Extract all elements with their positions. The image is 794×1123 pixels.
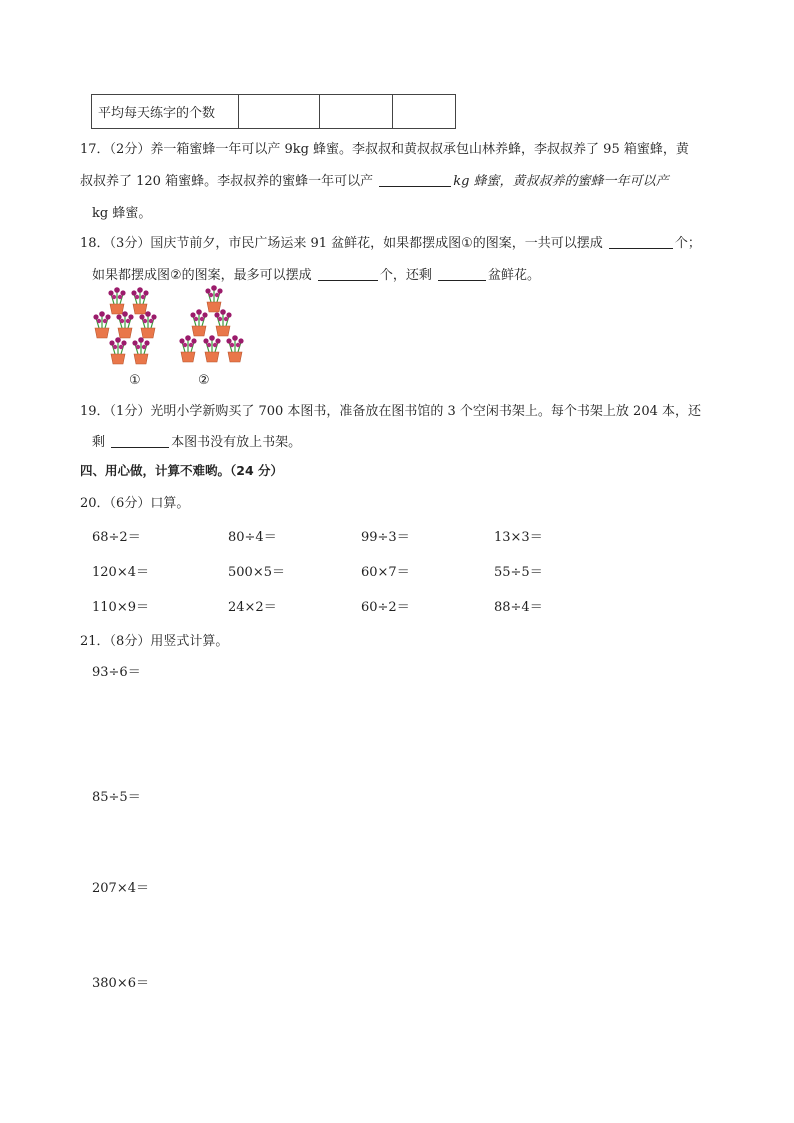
q18-text-c: 个； <box>674 236 701 251</box>
table-row <box>92 95 456 129</box>
q17-line2 <box>80 170 669 189</box>
q18-text-d: 如果都摆成图 <box>92 268 171 283</box>
vertical-calc-item: 207×4＝ <box>92 881 149 896</box>
q18-text-b: 的图案，一共可以摆成 <box>472 236 607 251</box>
q19-text-a: 剩 <box>92 435 110 450</box>
vertical-calc-item: 85÷5＝ <box>92 790 141 805</box>
q17-text-a: 叔叔养了 120 箱蜜蜂。李叔叔养的蜜蜂一年可以产 <box>80 174 378 189</box>
answer-blank[interactable] <box>318 266 378 281</box>
calc-item: 24×2＝ <box>228 600 277 615</box>
table-cell <box>393 95 456 129</box>
q18-text-a: 18．（3分）国庆节前夕，市民广场运来 91 盆鲜花，如果都摆成图 <box>80 236 462 251</box>
calc-item: 13×3＝ <box>494 530 543 545</box>
section-heading: 四、用心做，计算不难哟。（24 分） <box>80 463 283 478</box>
q18-line1 <box>80 232 701 251</box>
q17-line3: kg 蜂蜜。 <box>92 206 152 221</box>
circled-two: ② <box>170 268 182 283</box>
answer-blank[interactable] <box>609 234 673 249</box>
calc-item: 60÷2＝ <box>361 600 410 615</box>
q20-title: 20．（6分）口算。 <box>80 496 190 511</box>
table-row-label: 平均每天练字的个数 <box>92 95 239 129</box>
calc-item: 110×9＝ <box>92 600 149 615</box>
table-cell <box>320 95 393 129</box>
figure-one-pots <box>93 287 156 364</box>
calc-item: 500×5＝ <box>228 565 285 580</box>
calc-item: 80÷4＝ <box>228 530 277 545</box>
answer-blank[interactable] <box>438 266 486 281</box>
calc-item: 88÷4＝ <box>494 600 543 615</box>
q19-line2 <box>92 431 301 450</box>
calc-item: 120×4＝ <box>92 565 149 580</box>
q18-text-g: 盆鲜花。 <box>487 268 540 283</box>
q18-line2 <box>92 264 540 283</box>
q19-text-b: 本图书没有放上书架。 <box>171 435 302 450</box>
q17-line1: 17．（2分）养一箱蜜蜂一年可以产 9kg 蜂蜜。李叔叔和黄叔叔承包山林养蜂，李叔叔养了 95 箱蜜蜂，黄 <box>80 142 689 157</box>
q18-text-e: 的图案，最多可以摆成 <box>181 268 316 283</box>
figure-two-pots <box>179 285 243 362</box>
q18-text-f: 个，还剩 <box>379 268 436 283</box>
calc-item: 60×7＝ <box>361 565 410 580</box>
q19-line1: 19．（1分）光明小学新购买了 700 本图书，准备放在图书馆的 3 个空闲书架上。每个书架上放 204 本，还 <box>80 404 702 419</box>
q17-text-b: kg 蜂蜜，黄叔叔养的蜜蜂一年可以产 <box>453 174 669 189</box>
figure-two-label: ② <box>198 373 210 388</box>
vertical-calc-item: 380×6＝ <box>92 976 149 991</box>
calc-item: 99÷3＝ <box>361 530 410 545</box>
figure-one-label: ① <box>129 373 141 388</box>
answer-blank[interactable] <box>379 172 451 187</box>
circled-one: ① <box>461 236 473 251</box>
flower-pot-figures <box>88 284 268 392</box>
vertical-calc-item: 93÷6＝ <box>92 665 141 680</box>
table-cell <box>239 95 320 129</box>
answer-blank[interactable] <box>111 433 169 448</box>
q21-title: 21．（8分）用竖式计算。 <box>80 634 229 649</box>
calc-item: 68÷2＝ <box>92 530 141 545</box>
calc-item: 55÷5＝ <box>494 565 543 580</box>
practice-table <box>91 94 456 129</box>
